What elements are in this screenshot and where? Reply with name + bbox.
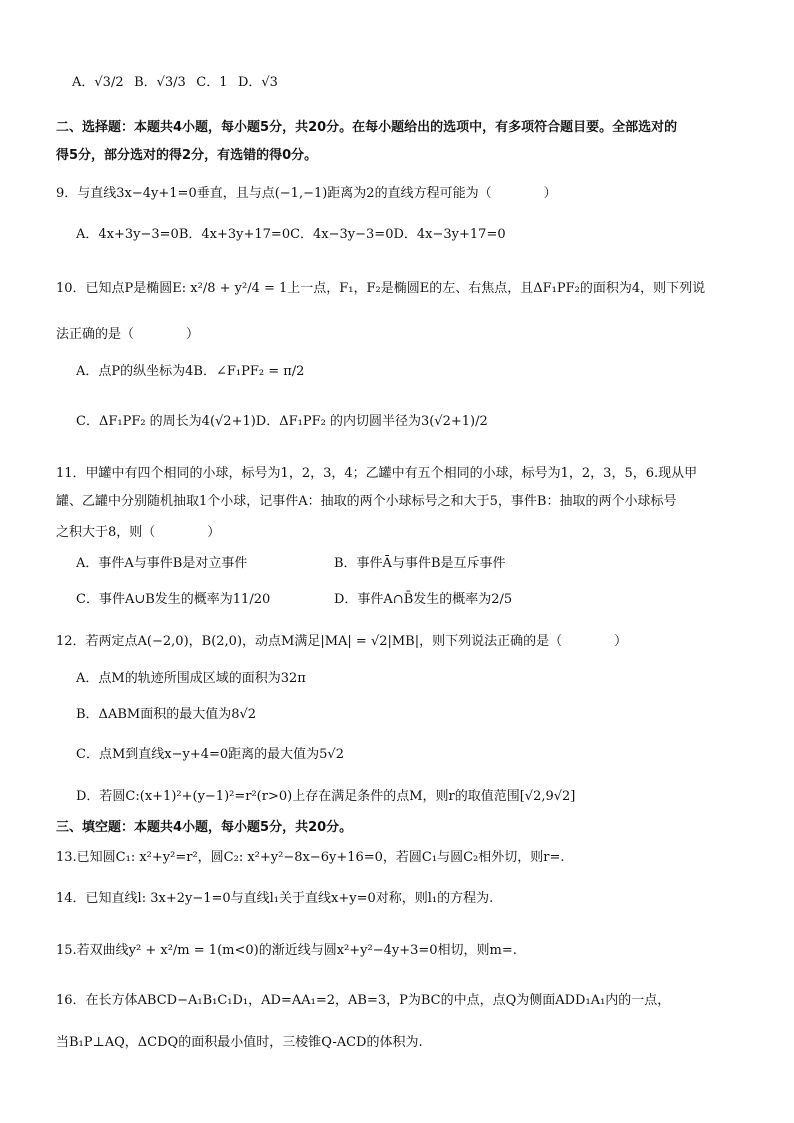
- section2-line2: 得5分，部分选对的得2分，有选错的得0分。: [56, 148, 318, 163]
- q8-option-c: C．1: [196, 75, 228, 90]
- q11-option-c: C．事件A∪B发生的概率为11/20: [76, 592, 271, 607]
- q11-option-d: D．事件A∩B̄发生的概率为2/5: [334, 592, 513, 607]
- q13: 13.已知圆C₁: x²+y²=r²，圆C₂: x²+y²−8x−6y+16=0，若圆C₁与圆C₂相外切，则r=.: [56, 850, 565, 865]
- q11-option-b: B．事件Ā与事件B是互斥事件: [334, 556, 506, 571]
- q10-options-ab: A．点P的纵坐标为4B．∠F₁PF₂ = π/2: [76, 364, 305, 379]
- q12-option-b: B．ΔABM面积的最大值为8√2: [76, 707, 257, 722]
- q12-option-a: A．点M的轨迹所围成区域的面积为32π: [76, 671, 306, 686]
- q11-option-a: A．事件A与事件B是对立事件: [76, 556, 248, 571]
- q9-stem: 9．与直线3x−4y+1=0垂直，且与点(−1,−1)距离为2的直线方程可能为（ ）: [56, 186, 557, 201]
- q10-options-cd: C．ΔF₁PF₂ 的周长为4(√2+1)D．ΔF₁PF₂ 的内切圆半径为3(√2+1)/2: [76, 414, 488, 429]
- q9-options: A．4x+3y−3=0B．4x+3y+17=0C．4x−3y−3=0D．4x−3y+17=0: [76, 227, 506, 242]
- q12-option-d: D．若圆C:(x+1)²+(y−1)²=r²(r>0)上存在满足条件的点M，则r的取值范围[√2,9√2]: [76, 789, 576, 804]
- q12-option-c: C．点M到直线x−y+4=0距离的最大值为5√2: [76, 747, 344, 762]
- q12-stem: 12．若两定点A(−2,0)，B(2,0)，动点M满足|MA| = √2|MB|，则下列说法正确的是（ ）: [56, 634, 628, 649]
- q10-stem-line1: 10．已知点P是椭圆E: x²/8 + y²/4 = 1上一点，F₁，F₂是椭圆E的左、右焦点，且ΔF₁PF₂的面积为4，则下列说: [56, 281, 706, 296]
- q14: 14．已知直线l: 3x+2y−1=0与直线l₁关于直线x+y=0对称，则l₁的方程为.: [56, 891, 494, 906]
- q11-stem-line3: 之积大于8，则（ ）: [56, 525, 221, 540]
- q8-option-b: B．√3/3: [134, 75, 186, 90]
- q8-option-d: D．√3: [237, 75, 278, 90]
- q8-options: [72, 74, 278, 91]
- q10-stem-line2: 法正确的是（ ）: [56, 327, 200, 342]
- q16-line1: 16．在长方体ABCD−A₁B₁C₁D₁，AD=AA₁=2，AB=3，P为BC的中点，点Q为侧面ADD₁A₁内的一点，: [56, 993, 671, 1008]
- q8-option-a: A．√3/2: [72, 75, 124, 90]
- q11-stem-line2: 罐、乙罐中分别随机抽取1个小球，记事件A：抽取的两个小球标号之和大于5，事件B：抽取的两个小球标号: [56, 494, 677, 509]
- q11-stem-line1: 11．甲罐中有四个相同的小球，标号为1，2，3，4；乙罐中有五个相同的小球，标号为1，2，3，5，6.现从甲: [56, 466, 698, 481]
- section3-title: 三、填空题：本题共4小题，每小题5分，共20分。: [56, 820, 353, 835]
- q15: 15.若双曲线y² + x²/m = 1(m<0)的渐近线与圆x²+y²−4y+3=0相切，则m=.: [56, 943, 517, 958]
- q16-line2: 当B₁P⊥AQ，ΔCDQ的面积最小值时，三棱锥Q-ACD的体积为.: [56, 1035, 423, 1050]
- section2-line1: 二、选择题：本题共4小题，每小题5分，共20分。在每小题给出的选项中，有多项符合题目要。全部选对的: [56, 120, 678, 135]
